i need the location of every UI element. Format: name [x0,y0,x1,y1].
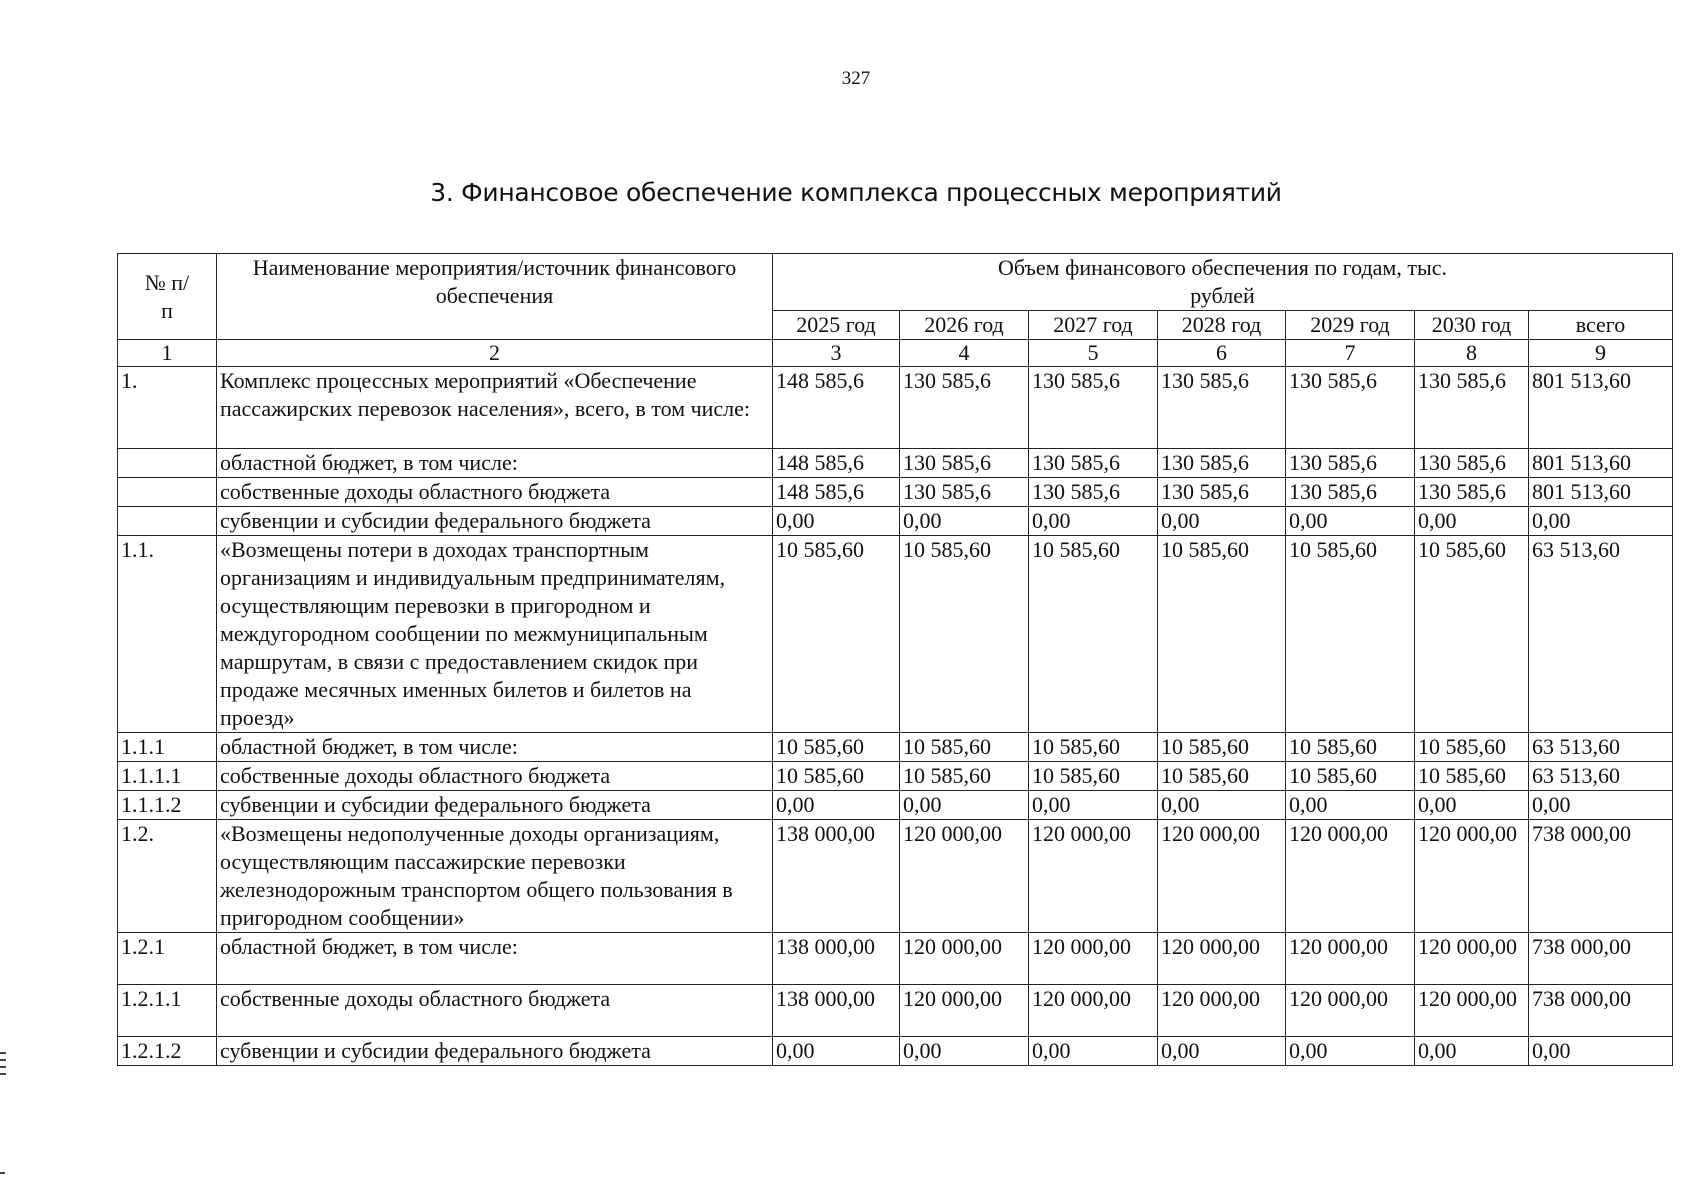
row-value: 120 000,00 [1158,933,1286,985]
row-number: 1.2.1.1 [118,985,217,1037]
row-value: 120 000,00 [900,933,1029,985]
row-value: 0,00 [900,791,1029,820]
row-value: 120 000,00 [1415,820,1529,933]
header-year: 2029 год [1286,311,1415,340]
margin-marks [0,1052,6,1080]
row-value: 120 000,00 [900,985,1029,1037]
row-value: 120 000,00 [1029,985,1158,1037]
row-value: 130 585,6 [1286,478,1415,507]
column-number: 8 [1415,340,1529,367]
row-number [118,507,217,536]
row-name: областной бюджет, в том числе: [217,449,773,478]
row-value: 130 585,6 [1029,478,1158,507]
row-value: 10 585,60 [773,536,900,733]
row-number: 1.1. [118,536,217,733]
row-value: 130 585,6 [1415,478,1529,507]
row-value: 138 000,00 [773,820,900,933]
row-number: 1.1.1 [118,733,217,762]
table-row [118,536,1673,733]
table-row [118,507,1673,536]
header-year: 2030 год [1415,311,1529,340]
row-value: 120 000,00 [1415,933,1529,985]
row-total: 801 513,60 [1529,449,1673,478]
row-value: 0,00 [773,1037,900,1066]
row-value: 120 000,00 [1158,985,1286,1037]
header-volume: Объем финансового обеспечения по годам, тыс. рублей [773,254,1673,311]
row-total: 801 513,60 [1529,367,1673,449]
row-value: 120 000,00 [1029,820,1158,933]
row-value: 130 585,6 [1158,449,1286,478]
row-value: 138 000,00 [773,933,900,985]
row-value: 130 585,6 [900,449,1029,478]
row-name: собственные доходы областного бюджета [217,762,773,791]
row-value: 0,00 [1415,1037,1529,1066]
row-value: 120 000,00 [1029,933,1158,985]
table-row [118,733,1673,762]
row-total: 63 513,60 [1529,762,1673,791]
row-value: 10 585,60 [1158,536,1286,733]
row-value: 10 585,60 [1286,762,1415,791]
row-total: 738 000,00 [1529,985,1673,1037]
row-name: Комплекс процессных мероприятий «Обеспечение пассажирских перевозок населения», всего, в том числе: [217,367,773,449]
row-value: 120 000,00 [900,820,1029,933]
row-value: 148 585,6 [773,449,900,478]
row-value: 10 585,60 [1029,536,1158,733]
row-value: 0,00 [900,507,1029,536]
header-row [118,254,1673,311]
row-value: 0,00 [773,791,900,820]
table-row [118,933,1673,985]
column-number: 2 [217,340,773,367]
row-value: 130 585,6 [1158,478,1286,507]
row-value: 138 000,00 [773,985,900,1037]
row-value: 130 585,6 [1286,367,1415,449]
row-value: 0,00 [1029,1037,1158,1066]
row-value: 130 585,6 [1158,367,1286,449]
column-number: 4 [900,340,1029,367]
row-value: 130 585,6 [1286,449,1415,478]
row-name: субвенции и субсидии федерального бюджета [217,791,773,820]
row-value: 10 585,60 [900,536,1029,733]
row-value: 0,00 [773,507,900,536]
row-total: 63 513,60 [1529,536,1673,733]
row-total: 738 000,00 [1529,820,1673,933]
row-total: 0,00 [1529,791,1673,820]
row-value: 148 585,6 [773,367,900,449]
table-row [118,762,1673,791]
row-number: 1.2.1.2 [118,1037,217,1066]
row-number: 1.2.1 [118,933,217,985]
row-number: 1.2. [118,820,217,933]
row-value: 10 585,60 [1286,536,1415,733]
margin-tick [0,1172,5,1174]
row-number [118,449,217,478]
row-name: собственные доходы областного бюджета [217,478,773,507]
row-name: «Возмещены недополученные доходы организациям, осуществляющим пассажирские перевозки железнодорожным транспортом общего пользования в пригородном сообщении» [217,820,773,933]
column-number: 3 [773,340,900,367]
row-value: 0,00 [1286,1037,1415,1066]
column-number: 7 [1286,340,1415,367]
row-value: 130 585,6 [900,478,1029,507]
column-number: 1 [118,340,217,367]
row-name: субвенции и субсидии федерального бюджета [217,1037,773,1066]
row-value: 130 585,6 [1415,449,1529,478]
row-value: 10 585,60 [1286,733,1415,762]
page-number: 327 [841,68,871,89]
row-total: 63 513,60 [1529,733,1673,762]
row-value: 0,00 [1029,507,1158,536]
header-name: Наименование мероприятия/источник финансового обеспечения [217,254,773,340]
header-year: 2028 год [1158,311,1286,340]
row-value: 10 585,60 [1029,762,1158,791]
row-total: 0,00 [1529,1037,1673,1066]
row-value: 120 000,00 [1158,820,1286,933]
row-value: 10 585,60 [1415,733,1529,762]
row-value: 0,00 [1415,791,1529,820]
row-total: 738 000,00 [1529,933,1673,985]
column-number: 6 [1158,340,1286,367]
row-name: «Возмещены потери в доходах транспортным организациям и индивидуальным предпринимателям, осуществляющим перевозки в пригородном и междугородном сообщении по межмуниципальным маршрутам, в связи с предоставлением скидок при продаже месячных именных билетов и билетов на проезд» [217,536,773,733]
row-name: субвенции и субсидии федерального бюджета [217,507,773,536]
row-value: 130 585,6 [1029,449,1158,478]
row-value: 10 585,60 [773,733,900,762]
row-name: областной бюджет, в том числе: [217,733,773,762]
row-value: 10 585,60 [773,762,900,791]
header-year: 2027 год [1029,311,1158,340]
table-row [118,478,1673,507]
row-value: 10 585,60 [900,762,1029,791]
row-value: 0,00 [900,1037,1029,1066]
row-value: 10 585,60 [1415,762,1529,791]
row-value: 10 585,60 [1158,733,1286,762]
row-value: 148 585,6 [773,478,900,507]
row-value: 130 585,6 [900,367,1029,449]
header-year: 2025 год [773,311,900,340]
row-value: 0,00 [1286,791,1415,820]
row-value: 10 585,60 [900,733,1029,762]
column-number: 9 [1529,340,1673,367]
row-total: 0,00 [1529,507,1673,536]
row-number: 1.1.1.1 [118,762,217,791]
row-total: 801 513,60 [1529,478,1673,507]
row-value: 0,00 [1029,791,1158,820]
row-value: 10 585,60 [1158,762,1286,791]
row-number [118,478,217,507]
row-value: 10 585,60 [1415,536,1529,733]
row-value: 0,00 [1158,791,1286,820]
financing-table [117,253,1673,1066]
row-value: 130 585,6 [1415,367,1529,449]
table-row [118,367,1673,449]
column-number: 5 [1029,340,1158,367]
table-row [118,985,1673,1037]
table-row [118,820,1673,933]
header-year: 2026 год [900,311,1029,340]
row-value: 10 585,60 [1029,733,1158,762]
row-value: 0,00 [1415,507,1529,536]
table-row [118,449,1673,478]
row-name: собственные доходы областного бюджета [217,985,773,1037]
row-value: 130 585,6 [1029,367,1158,449]
table-row [118,1037,1673,1066]
row-number: 1.1.1.2 [118,791,217,820]
section-title: 3. Финансовое обеспечение комплекса процессных мероприятий [430,178,1282,207]
row-value: 120 000,00 [1415,985,1529,1037]
row-value: 120 000,00 [1286,985,1415,1037]
column-numbers-row [118,340,1673,367]
row-value: 120 000,00 [1286,933,1415,985]
row-number: 1. [118,367,217,449]
row-value: 120 000,00 [1286,820,1415,933]
table-row [118,791,1673,820]
header-num: № п/п [118,254,217,340]
table-body [118,254,1673,1066]
row-value: 0,00 [1158,1037,1286,1066]
row-name: областной бюджет, в том числе: [217,933,773,985]
header-total: всего [1529,311,1673,340]
row-value: 0,00 [1158,507,1286,536]
row-value: 0,00 [1286,507,1415,536]
